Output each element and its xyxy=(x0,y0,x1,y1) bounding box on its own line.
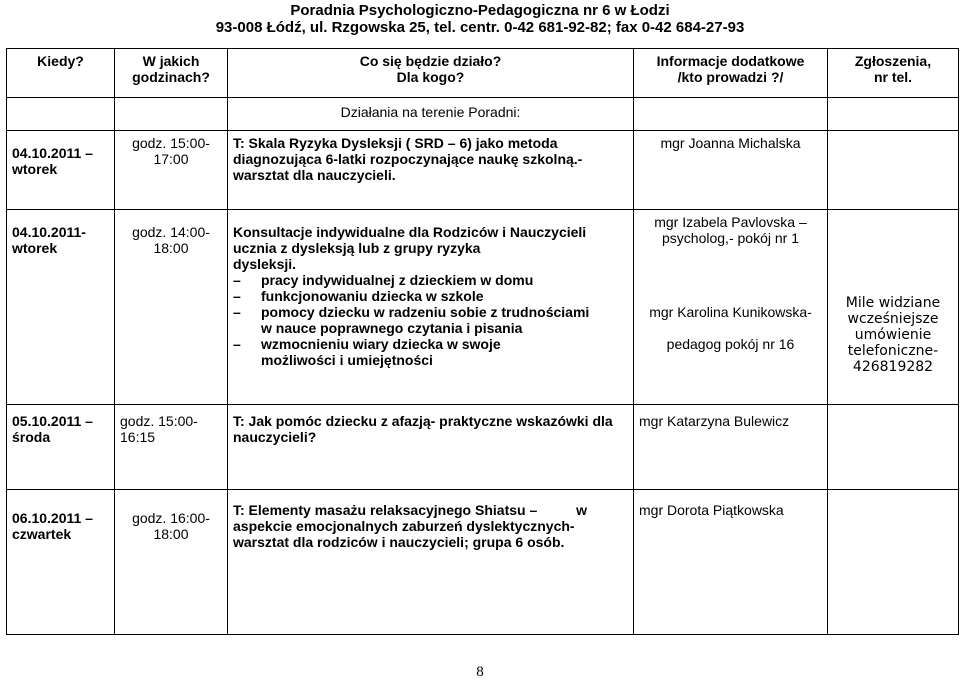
row-info: mgr Dorota Piątkowska xyxy=(634,490,828,635)
col-contact: Zgłoszenia, nr tel. xyxy=(828,49,959,98)
col-hours: W jakich godzinach? xyxy=(115,49,228,98)
row-info: mgr Katarzyna Bulewicz xyxy=(634,405,828,490)
col-when: Kiedy? xyxy=(7,49,115,98)
table-row xyxy=(7,405,959,490)
row-info: mgr Joanna Michalska xyxy=(634,131,828,210)
col-what: Co się będzie działo? Dla kogo? xyxy=(228,49,634,98)
row-info: mgr Izabela Pavlovska – psycholog,- pokój nr 1 mgr Karolina Kunikowska- pedagog pokój nr 16 xyxy=(634,210,828,405)
table-row xyxy=(7,131,959,210)
row-topic: T: Jak pomóc dziecku z afazją- praktyczne wskazówki dla nauczycieli? xyxy=(228,405,634,490)
list-item: – pomocy dziecku w radzeniu sobie z trudnościami xyxy=(233,304,628,320)
list-item: w nauce poprawnego czytania i pisania xyxy=(261,320,523,336)
row-hours: godz. 14:00- 18:00 xyxy=(115,210,228,405)
page-number: 8 xyxy=(476,664,484,680)
row-date: 05.10.2011 – środa xyxy=(7,405,115,490)
schedule-table xyxy=(6,48,959,635)
table-row xyxy=(7,210,959,405)
table-row xyxy=(7,490,959,635)
row-date: 06.10.2011 – czwartek xyxy=(7,490,115,635)
row-contact xyxy=(828,131,959,210)
row-contact xyxy=(828,490,959,635)
row-date: 04.10.2011- wtorek xyxy=(7,210,115,405)
row-hours: godz. 15:00- 17:00 xyxy=(115,131,228,210)
row-contact: Mile widziane wcześniejsze umówienie telefoniczne- 426819282 xyxy=(828,210,959,405)
list-item: – wzmocnieniu wiary dziecka w swoje xyxy=(233,336,628,352)
row-topic: T: Elementy masażu relaksacyjnego Shiatsu – w aspekcie emocjonalnych zaburzeń dyslektycznych- warsztat dla rodziców i nauczycieli; grupa 6 osób. xyxy=(228,490,634,635)
table-header-row xyxy=(7,49,959,98)
section-row xyxy=(7,98,959,131)
consultation-topics-list xyxy=(233,272,628,368)
row-date: 04.10.2011 – wtorek xyxy=(7,131,115,210)
list-item: – pracy indywidualnej z dzieckiem w domu xyxy=(233,272,628,288)
row-topic: T: Skala Ryzyka Dysleksji ( SRD – 6) jako metoda diagnozująca 6-latki rozpoczynające naukę szkolną.- warsztat dla nauczycieli. xyxy=(228,131,634,210)
section-title: Działania na terenie Poradni: xyxy=(228,98,634,131)
list-item: możliwości i umiejętności xyxy=(261,352,433,368)
row-contact xyxy=(828,405,959,490)
row-topic: Konsultacje indywidualne dla Rodziców i Nauczycieli ucznia z dysleksją lub z grupy ryzyka dysleksji. – pracy indywidualnej z dzieckiem w domu – funkcjonowaniu dziecka w szkole – pomocy dziecku w radzeniu sobie z trudnościami w nauce poprawnego czytania i pisania – wzmocnieniu wiary dziecka w swoje możliwości i umiejętności xyxy=(228,210,634,405)
list-item: – funkcjonowaniu dziecka w szkole xyxy=(233,288,628,304)
header-line-2: 93-008 Łódź, ul. Rzgowska 25, tel. centr. 0-42 681-92-82; fax 0-42 684-27-93 xyxy=(215,19,745,36)
col-info: Informacje dodatkowe /kto prowadzi ?/ xyxy=(634,49,828,98)
row-hours: godz. 16:00- 18:00 xyxy=(115,490,228,635)
header-line-1: Poradnia Psychologiczno-Pedagogiczna nr 6 w Łodzi xyxy=(290,2,670,19)
row-hours: godz. 15:00- 16:15 xyxy=(115,405,228,490)
